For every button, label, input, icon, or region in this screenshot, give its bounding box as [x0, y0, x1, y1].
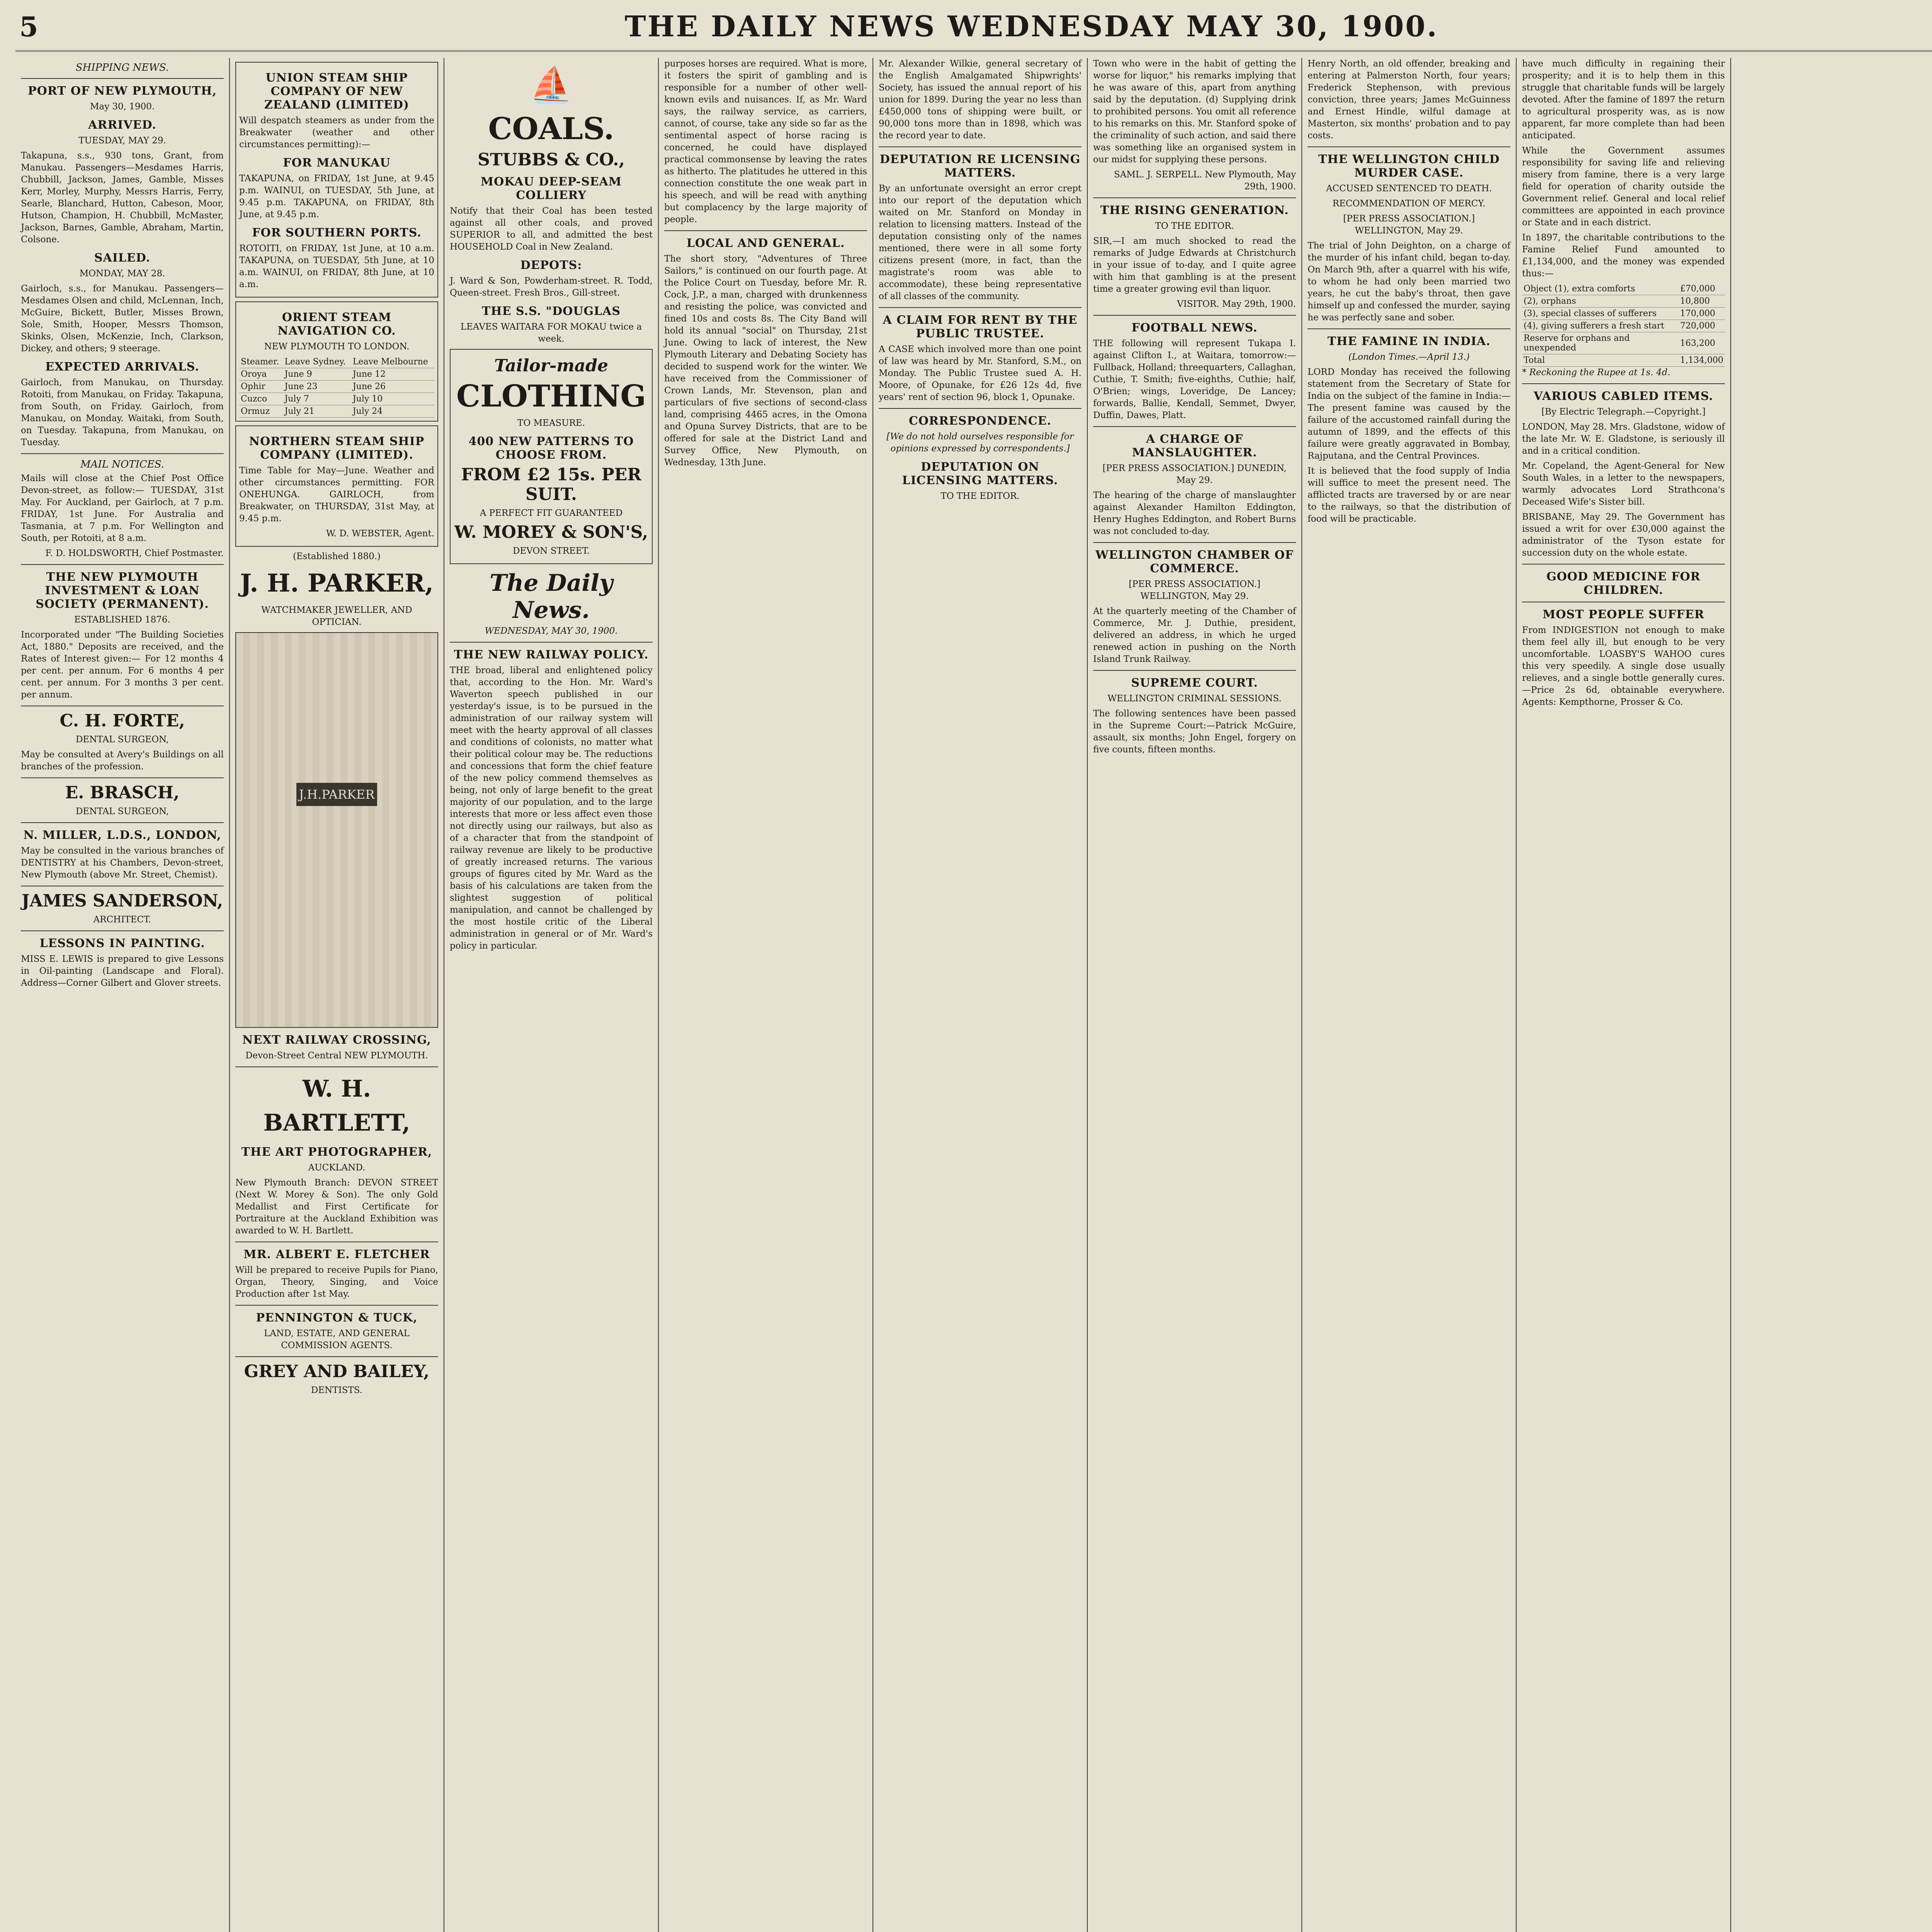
price-line: FROM £2 15s. PER SUIT. [461, 465, 641, 504]
column-4 [659, 58, 873, 1932]
child-murder-press: [PER PRESS ASSOCIATION.] WELLINGTON, May 29. [1343, 214, 1475, 236]
storefront-sign: J.H.PARKER [296, 783, 377, 806]
edition-date: WEDNESDAY, MAY 30, 1900. [485, 626, 618, 636]
most-people-heading: MOST PEOPLE SUFFER [1543, 608, 1704, 621]
northern-text: Time Table for May—June. Weather and other circumstances permitting. FOR ONEHUNGA. GAIRLOCH, from Breakwater, on THURSDAY, 31st May, at 9.45 p.m. [239, 466, 434, 524]
sentences-continued: Henry North, an old offender, breaking and entering at Palmerston North, four years; Frederick Stephenson, with previous conviction, three years; James McGuinness and Ernest Hindle, wilful damage at Masterton, six months' probation and to pay costs. [1308, 59, 1510, 141]
ship-icon: ⛵ [529, 65, 573, 105]
douglas-text: LEAVES WAITARA FOR MOKAU twice a week. [460, 322, 642, 344]
chamber-heading: WELLINGTON CHAMBER OF COMMERCE. [1095, 548, 1294, 575]
cabled-text-2: Mr. Copeland, the Agent-General for New South Wales, in a letter to the newspapers, warmly advocates Lord Strathcona's Deceased Wife's Sister bill. [1522, 461, 1725, 507]
divider [21, 78, 224, 79]
column-8 [1517, 58, 1731, 1932]
medicine-heading: GOOD MEDICINE FOR CHILDREN. [1546, 570, 1701, 597]
sailed-text: Gairloch, s.s., for Manukau. Passengers—Mesdames Olsen and child, McLennan, Inch, McGuire, Bickett, Butler, Misses Brown, Sole, Smith, Hooper, Messrs Thomson, Skinks, Olsen, McKenzie, Inch, Clarkson, Dickey, and others; 9 steerage. [21, 284, 224, 354]
rising-heading: THE RISING GENERATION. [1100, 204, 1289, 217]
supreme-text: The following sentences have been passed in the Supreme Court:—Patrick McGuire, assault, six months; John Engel, forgery on five counts, fifteen months. [1093, 709, 1296, 755]
depots-heading: DEPOTS: [520, 259, 582, 272]
letter-signature: SAML. J. SERPELL. New Plymouth, May 29th, 1900. [1114, 170, 1296, 192]
northern-agent: W. D. WEBSTER, Agent. [326, 529, 434, 539]
table-cell: 1,134,000 [1679, 354, 1725, 367]
expected-heading: EXPECTED ARRIVALS. [45, 360, 199, 374]
claim-text: A CASE which involved more than one point of law was heard by Mr. Stanford, S.M., on Monday. The Public Trustee sued A. H. Moore, of Opunake, for £26 12s 4d, five years' rent of section 96, block 1, Opunake. [879, 344, 1082, 402]
table-cell: June 23 [283, 381, 351, 393]
arrived-heading: ARRIVED. [88, 118, 156, 132]
deputation-heading: DEPUTATION RE LICENSING MATTERS. [879, 153, 1081, 180]
fund-note: In 1897, the charitable contributions to the Famine Relief Fund amounted to £1,134,000, and the money was expended thus:— [1522, 233, 1725, 279]
forte-title: DENTAL SURGEON, [75, 735, 169, 745]
divider [1093, 197, 1296, 198]
orient-sub: NEW PLYMOUTH TO LONDON. [264, 342, 410, 352]
storefront-illustration [235, 632, 438, 1028]
morey-name: W. MOREY & SON'S, [454, 522, 648, 542]
shipping-heading: SHIPPING NEWS. [75, 62, 169, 73]
fund-footnote: * Reckoning the Rupee at 1s. 4d. [1522, 367, 1670, 378]
child-murder-heading: THE WELLINGTON CHILD MURDER CASE. [1318, 153, 1500, 180]
table-row [1522, 332, 1725, 354]
divider [879, 408, 1082, 409]
port-heading: PORT OF NEW PLYMOUTH, [28, 84, 217, 98]
mokau-heading: MOKAU DEEP-SEAM COLLIERY [480, 175, 622, 202]
newspaper-title: THE DAILY NEWS WEDNESDAY MAY 30, 1900. [624, 10, 1439, 43]
letter-to: TO THE EDITOR. [940, 491, 1020, 501]
miller-text: May be consulted in the various branches of DENTISTRY at his Chambers, Devon-street, New Plymouth (above Mr. Street, Chemist). [21, 846, 224, 880]
famine-text-2: It is believed that the food supply of India will suffice to meet the present need. The afflicted tracts are traversed by or are near to the railways, so that the distribution of food will be practicable. [1308, 466, 1510, 524]
southern-text: ROTOITI, on FRIDAY, 1st June, at 10 a.m. TAKAPUNA, on TUESDAY, 5th June, at 10 a.m. WAINUI, on FRIDAY, 8th June, at 10 a.m. [239, 243, 434, 289]
brasch-title: DENTAL SURGEON, [75, 806, 169, 816]
child-murder-text: The trial of John Deighton, on a charge of the murder of his infant child, began to-day. On March 9th, after a quarrel with his wife, to whom he had only been married two years, he cut the baby's throat, then gave himself up and confessed the murder, saying he was perfectly sane and sober. [1308, 241, 1510, 323]
divider [450, 642, 653, 643]
arrived-text: Takapuna, s.s., 930 tons, Grant, from Manukau. Passengers—Mesdames Harris, Chubbill, Jackson, James, Gamble, Misses Kerr, Morley, Murphy, Messrs Harris, Ferry, Searle, Blanchard, Hutton, Cabeson, Moor, Hutson, Champion, H. Chubbill, McMaster, Jackson, Barnes, Gamble, Abraham, Martin, Colsone. [21, 151, 224, 245]
parker-name: J. H. PARKER, [240, 569, 434, 598]
northern-title: NORTHERN STEAM SHIP COMPANY (LIMITED). [249, 435, 425, 462]
divider [21, 453, 224, 454]
table-cell: July 7 [283, 393, 351, 405]
bartlett-city: AUCKLAND. [308, 1163, 366, 1173]
manslaughter-heading: A CHARGE OF MANSLAUGHTER. [1132, 432, 1257, 459]
table-row [1522, 295, 1725, 308]
table-row [239, 405, 434, 418]
mail-text: Mails will close at the Chief Post Office Devon-street, as follow:— TUESDAY, 31st May. For Auckland, per Gairloch, at 7 p.m. FRIDAY, 1st June. For Australia and Tasmania, at 7 p.m. For Wellington and South, per Rotoiti, at 8 a.m. [21, 473, 224, 543]
sailing-table [239, 356, 434, 418]
letter-continued: Town who were in the habit of getting the worse for liquor," his remarks implying that he was aware of this, apart from anything said by the deputation. (d) Supplying drink to prohibited persons. You omit all reference to his remarks on this. Mr. Stanford spoke of the criminality of such action, and said there was something like an organised system in our midst for supplying these persons. [1093, 59, 1296, 165]
cabled-sub: [By Electric Telegraph.—Copyright.] [1541, 407, 1706, 417]
fit-line: A PERFECT FIT GUARANTEED [480, 508, 623, 518]
table-cell: Total [1522, 354, 1679, 367]
table-header: Steamer. [239, 356, 283, 368]
table-cell: Oroya [239, 368, 283, 381]
chamber-text: At the quarterly meeting of the Chamber of Commerce, Mr. J. Duthie, president, delivered an address, in which he urged renewed action in pushing on the North Island Trunk Railway. [1093, 606, 1296, 664]
table-header-row [239, 356, 434, 368]
crossing-address: Devon-Street Central NEW PLYMOUTH. [245, 1051, 428, 1061]
supreme-sub: WELLINGTON CRIMINAL SESSIONS. [1107, 694, 1282, 704]
table-cell: Ormuz [239, 405, 283, 418]
divider [235, 1066, 438, 1067]
miller-name: N. MILLER, L.D.S., LONDON, [23, 828, 221, 842]
table-cell: June 26 [351, 381, 434, 393]
table-cell: Reserve for orphans and unexpended [1522, 332, 1679, 354]
child-murder-sub2: RECOMMENDATION OF MERCY. [1332, 199, 1486, 209]
sailed-date: MONDAY, MAY 28. [79, 269, 165, 279]
crossing-heading: NEXT RAILWAY CROSSING, [242, 1033, 432, 1047]
union-text: Will despatch steamers as under from the Breakwater (weather and other circumstances permitting):— [239, 116, 434, 150]
mokau-text: Notify that their Coal has been tested against all other coals, and proved SUPERIOR to all, and admitted the best HOUSEHOLD Coal in New Zealand. [450, 206, 653, 252]
leader-continued: purposes horses are required. What is more, it fosters the spirit of gambling and is responsible for a number of other well-known evils and nuisances. If, as Mr. Ward says, the railway service, as carriers, cannot, of course, take any side so far as the sentimental aspect of horse racing is concerned, he could have displayed practical commonsense by leaving the rates as hitherto. The platitudes he uttered in this connection constitute the one weak part in his speech, and will be read with anything but complacency by the large majority of people. [664, 59, 867, 224]
depots-text: J. Ward & Son, Powderham-street. R. Todd, Queen-street. Fresh Bros., Gill-street. [450, 276, 653, 298]
arrived-date: TUESDAY, MAY 29. [78, 136, 166, 146]
column-1 [15, 58, 230, 1932]
table-cell: June 12 [351, 368, 434, 381]
pennington-name: PENNINGTON & TUCK, [256, 1311, 418, 1325]
leader-heading: THE NEW RAILWAY POLICY. [454, 648, 649, 662]
patterns-line: 400 NEW PATTERNS TO CHOOSE FROM. [468, 435, 634, 462]
table-cell: Ophir [239, 381, 283, 393]
divider [1308, 146, 1510, 147]
lessons-heading: LESSONS IN PAINTING. [39, 937, 205, 950]
rising-to: TO THE EDITOR. [1155, 221, 1234, 231]
bartlett-text: New Plymouth Branch: DEVON STREET (Next W. Morey & Son). The only Gold Medallist and First Certificate for Portraiture at the Auckland Exhibition was awarded to W. H. Bartlett. [235, 1178, 438, 1236]
to-measure: TO MEASURE. [517, 418, 585, 428]
brisbane-text: BRISBANE, May 29. The Government has issued a writ for over £30,000 against the administrator of the Tyson estate for succession duty on the whole estate. [1522, 512, 1725, 558]
divider [664, 230, 867, 231]
rising-text: SIR,—I am much shocked to read the remarks of Judge Edwards at Christchurch in your issue of to-day, and I quite agree with him that gambling is at the present time a greater growing evil than liquor. [1093, 236, 1296, 294]
local-heading: LOCAL AND GENERAL. [686, 236, 845, 250]
society-established: ESTABLISHED 1876. [74, 615, 170, 625]
fund-table [1522, 283, 1725, 367]
orient-ad [235, 301, 438, 422]
letter-heading: DEPUTATION ON LICENSING MATTERS. [902, 460, 1058, 487]
column-5 [873, 58, 1088, 1932]
northern-ad [235, 425, 438, 547]
divider [1522, 383, 1725, 384]
divider [1093, 315, 1296, 316]
pennington-text: LAND, ESTATE, AND GENERAL COMMISSION AGENTS. [264, 1328, 410, 1350]
divider [1093, 670, 1296, 671]
column-3 [444, 58, 659, 1932]
local-text: The short story, "Adventures of Three Sailors," is continued on our fourth page. At the Police Court on Tuesday, before Mr. R. Cock, J.P., a man, charged with drunkenness and resisting the police, was convicted and fined 10s and costs 8s. The City Band will hold its annual "social" on Thursday, 21st June. Owing to lack of interest, the New Plymouth Literary and Debating Society has decided to suspend work for the winter. We have received from the Commissioner of Crown Lands, Mr. Stevenson, plan and particulars of five sections of second-class land, comprising 4465 acres, in the Omona and Opuna Survey Districts, that are to be offered for sale at the District Land and Survey Office, New Plymouth, on Wednesday, 13th June. [664, 254, 867, 468]
morey-address: DEVON STREET. [513, 546, 590, 556]
bartlett-title: THE ART PHOTOGRAPHER, [241, 1145, 432, 1159]
most-people-text: From INDIGESTION not enough to make them feel ally ill, but enough to be very uncomfortable. LOASBY'S WAHOO cures this very speedily. A single dose usually relieves, and a single bottle generally cures.—Price 2s 6d, obtainable everywhere. Agents: Kempthorne, Prosser & Co. [1522, 625, 1725, 707]
parker-title: WATCHMAKER JEWELLER, AND OPTICIAN. [261, 605, 412, 627]
manukau-heading: FOR MANUKAU [283, 156, 391, 170]
football-heading: FOOTBALL NEWS. [1131, 321, 1258, 335]
grey-bailey-name: GREY AND BAILEY, [244, 1362, 430, 1381]
cabled-heading: VARIOUS CABLED ITEMS. [1534, 389, 1713, 403]
table-row [1522, 308, 1725, 320]
leader-text: THE broad, liberal and enlightened policy that, according to the Hon. Mr. Ward's Waverton speech published in our yesterday's issue, is to be pursued in the administration of our railway system will meet with the hearty approval of all classes and conditions of colonists, no matter what their political colour may be. The reductions and concessions that form the chief feature of the new policy commend themselves as being, not only of large benefit to the great majority of our population, and to the large interests that more or less affect even those not directly using our railways, but also as of a character that from the standpoint of railway revenue are likely to be productive of greatly increased returns. The various groups of figures cited by Mr. Ward as the basis of his calculations are taken from the slightest suggestion of political manipulation, and cannot be challenged by the most hostile critic of the Liberal administration in general or of Mr. Ward's policy in particular. [450, 665, 653, 951]
sanderson-name: JAMES SANDERSON, [21, 891, 223, 911]
divider [1522, 564, 1725, 565]
expected-text: Gairloch, from Manukau, on Thursday. Rotoiti, from Manukau, on Friday. Takapuna, from South, on Friday. Gairloch, from Manukau, on Monday. Waitaki, from South, on Tuesday. Takapuna, from Manukau, on Tuesday. [21, 378, 224, 447]
correspondence-note: [We do not hold ourselves responsible for opinions expressed by correspondents.] [886, 432, 1074, 454]
sanderson-title: ARCHITECT. [93, 915, 151, 925]
tailor-ad [450, 349, 653, 564]
child-murder-sub: ACCUSED SENTENCED TO DEATH. [1326, 184, 1492, 194]
manslaughter-text: The hearing of the charge of manslaughter against Alexander Hamilton Eddington, Henry Hughes Eddington, and Robert Burns was not concluded to-day. [1093, 490, 1296, 536]
divider [21, 564, 224, 565]
table-cell: 10,800 [1679, 295, 1725, 308]
divider [1308, 328, 1510, 329]
deputation-text: By an unfortunate oversight an error crept into our report of the deputation which waited on Mr. Stanford on Monday in relation to licensing matters. Instead of the deputation consisting only of the names mentioned, there were in all some forty citizens present (more, in fact, than the magistrate's room was able to accommodate), these being representative of all classes of the community. [879, 184, 1082, 301]
table-row [239, 368, 434, 381]
table-header: Leave Melbourne [351, 356, 434, 368]
union-title: UNION STEAM SHIP COMPANY OF NEW ZEALAND (LIMITED) [264, 71, 410, 112]
table-cell: July 10 [351, 393, 434, 405]
shipwrights-text: Mr. Alexander Wilkie, general secretary of the English Amalgamated Shipwrights' Society, has issued the annual report of his union for 1899. During the year no less than £450,000 tons of shipping were built, or 90,000 tons more than in 1898, which was the record year to date. [879, 59, 1082, 141]
table-row [1522, 354, 1725, 367]
masthead [15, 8, 1932, 52]
southern-heading: FOR SOUTHERN PORTS. [252, 226, 422, 240]
fletcher-name: MR. ALBERT E. FLETCHER [243, 1248, 430, 1261]
society-text: Incorporated under "The Building Societies Act, 1880." Deposits are received, and the Rates of Interest given:— For 12 months 4 per cent. per annum. For 6 months 4 per cent. per annum. For 3 months 3 per cent. per annum. [21, 630, 224, 700]
sailed-heading: SAILED. [94, 251, 151, 265]
bartlett-name: W. H. BARTLETT, [263, 1075, 410, 1136]
table-row [1522, 320, 1725, 332]
column-6 [1088, 58, 1302, 1932]
famine-heading: THE FAMINE IN INDIA. [1327, 335, 1491, 348]
correspondence-heading: CORRESPONDENCE. [908, 414, 1051, 428]
divider [1093, 426, 1296, 427]
table-cell: Object (1), extra comforts [1522, 283, 1679, 295]
divider [879, 307, 1082, 308]
divider [235, 1356, 438, 1357]
lessons-text: MISS E. LEWIS is prepared to give Lessons in Oil-painting (Landscape and Floral). Address—Corner Gilbert and Glover streets. [21, 954, 224, 988]
famine-sub: (London Times.—April 13.) [1348, 352, 1470, 362]
table-cell: June 9 [283, 368, 351, 381]
clothing-heading: CLOTHING [456, 379, 646, 414]
society-heading: THE NEW PLYMOUTH INVESTMENT & LOAN SOCIETY (PERMANENT). [36, 570, 209, 611]
divider [1093, 542, 1296, 543]
divider [21, 822, 224, 823]
table-row [239, 381, 434, 393]
table-cell: (4), giving sufferers a fresh start [1522, 320, 1679, 332]
divider [879, 146, 1082, 147]
column-2 [230, 58, 444, 1932]
fletcher-text: Will be prepared to receive Pupils for Piano, Organ, Theory, Singing, and Voice Production after 1st May. [235, 1265, 438, 1299]
established-note: (Established 1880.) [293, 551, 381, 561]
table-cell: (2), orphans [1522, 295, 1679, 308]
table-cell: (3), special classes of sufferers [1522, 308, 1679, 320]
famine-continued: have much difficulty in regaining their prosperity; and it is to help them in this struggle that charitable funds will be largely devoted. After the famine of 1897 the return to agricultural prosperity was, as is now apparent, far more complete than had been anticipated. [1522, 59, 1725, 141]
table-cell: July 24 [351, 405, 434, 418]
famine-text: LORD Monday has received the following statement from the Secretary of State for India on the subject of the famine in India:— The present famine was caused by the failure of the accustomed rainfall during the autumn of 1899, and the effects of this failure were greatly aggravated in Bombay, Rajputana, and the Central Provinces. [1308, 367, 1510, 461]
table-cell: £70,000 [1679, 283, 1725, 295]
brasch-name: E. BRASCH, [65, 783, 180, 803]
douglas-heading: THE S.S. "DOUGLAS [481, 304, 621, 318]
postmaster: F. D. HOLDSWORTH, Chief Postmaster. [45, 548, 224, 558]
cabled-text: LONDON, May 28. Mrs. Gladstone, widow of the late Mr. W. E. Gladstone, is seriously ill and in a critical condition. [1522, 422, 1725, 456]
union-steam-ad [235, 62, 438, 298]
stubbs-name: STUBBS & CO., [478, 150, 625, 170]
table-cell: 720,000 [1679, 320, 1725, 332]
page-margin [1731, 58, 1932, 1932]
coals-heading: COALS. [488, 111, 614, 146]
manslaughter-sub: [PER PRESS ASSOCIATION.] DUNEDIN, May 29. [1102, 463, 1287, 485]
forte-text: May be consulted at Avery's Buildings on all branches of the profession. [21, 750, 224, 772]
grey-bailey-title: DENTISTS. [311, 1385, 363, 1395]
divider [21, 777, 224, 778]
column-7 [1302, 58, 1517, 1932]
supreme-heading: SUPREME COURT. [1131, 676, 1258, 690]
mail-heading: MAIL NOTICES. [80, 459, 164, 470]
divider [235, 1305, 438, 1306]
forte-name: C. H. FORTE, [60, 711, 185, 731]
relief-text: While the Government assumes responsibility for saving life and relieving misery from famine, there is a very large field for operation of charity outside the Government relief. General and local relief committees are appointed in each province or State and in each district. [1522, 146, 1725, 228]
football-text: THE following will represent Tukapa I. against Clifton I., at Waitara, tomorrow:—Fullback, Holland; threequarters, Callaghan, Cuthie, T. Smith; five-eighths, Cuthie; half, O'Brien; wings, Loveridge, De Lancey; forwards, Ballie, Kendall, Semmet, Dwyer, Duffin, Dawes, Platt. [1093, 338, 1296, 420]
table-cell: 163,200 [1679, 332, 1725, 354]
tailor-heading: Tailor-made [494, 356, 609, 376]
table-row [1522, 283, 1725, 295]
table-header: Leave Sydney. [283, 356, 351, 368]
manukau-text: TAKAPUNA, on FRIDAY, 1st June, at 9.45 p.m. WAINUI, on TUESDAY, 5th June, at 9.45 p.m. TAKAPUNA, on FRIDAY, 8th June, at 9.45 p.m. [239, 173, 434, 219]
claim-heading: A CLAIM FOR RENT BY THE PUBLIC TRUSTEE. [883, 313, 1078, 340]
table-row [239, 393, 434, 405]
orient-title: ORIENT STEAM NAVIGATION CO. [277, 311, 396, 338]
table-cell: July 21 [283, 405, 351, 418]
table-cell: Cuzco [239, 393, 283, 405]
table-cell: 170,000 [1679, 308, 1725, 320]
page-number: 5 [19, 11, 38, 43]
paper-masthead: The Daily News. [490, 570, 613, 624]
port-date: May 30, 1900. [90, 102, 155, 112]
chamber-sub: [PER PRESS ASSOCIATION.] WELLINGTON, May 29. [1129, 579, 1260, 601]
rising-signature: VISITOR. May 29th, 1900. [1177, 299, 1296, 309]
divider [21, 930, 224, 931]
